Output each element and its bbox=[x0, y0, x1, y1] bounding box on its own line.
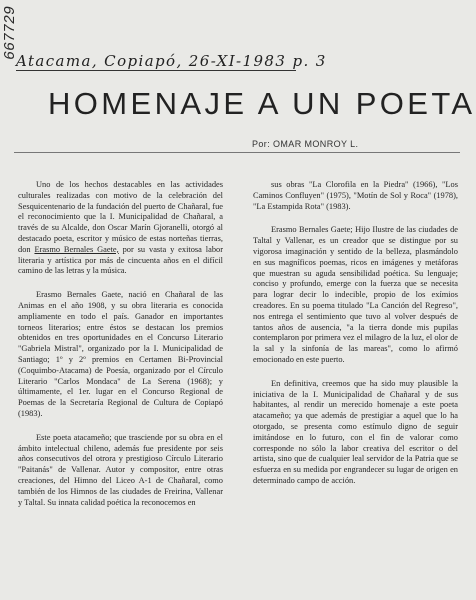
paragraph: sus obras "La Clorofila en la Piedra" (1966), "Los Caminos Confluyen" (1975), "Motín de Sol y Roca" (1978), "La Estampida Rota" (1983). bbox=[253, 180, 458, 211]
header-rule bbox=[14, 152, 460, 153]
paragraph: Erasmo Bernales Gaete; Hijo Ilustre de las ciudades de Taltal y Vallenar, es un creador que se distingue por su vigorosa imaginación y sentido de la belleza, plasmándolo en sus magníficos poemas, ricos en imágenes y metáforas que muestran su aguda sensibilidad poética. Su lenguaje; conciso y profundo, emerge con la fuerza que se necesita para lograr decir lo indecible, propio de los exímios creadores. En su poema titulado "La Canción del Regreso", nos entrega el sentimiento que tuvo al volver después de tantos años de ausencia, "a la tierra donde mis pupilas contemplaron por primera vez el milagro de la luz, el olor de la sal y la sinfonía de las mareas", como lo afirmó emocionado en este puerto. bbox=[253, 225, 458, 364]
handwritten-source-note: Atacama, Copiapó, 26-XI-1983 p. 3 bbox=[16, 52, 327, 70]
paragraph bbox=[18, 180, 223, 277]
handwritten-underline bbox=[16, 70, 296, 71]
underlined-name: Erasmo Bernales Gaete, bbox=[34, 244, 119, 254]
paragraph: En definitiva, creemos que ha sido muy plausible la iniciativa de la I. Municipalidad de Chañaral y de sus habitantes, al rendir un merecido homenaje a este poeta atacameño; ya que además de prestigiar a aquel que lo ha otorgado, se presenta como estímulo digno de seguir imitándose en lo futuro, con el fin de valorar como corresponde no sólo la labor creativa del escritor o del artista, sino que de cualquier leal servidor de la Patria que se esfuerza en su medida por engrandecer su lugar de origen en determinado campo de acción. bbox=[253, 378, 458, 485]
paragraph-text: Uno de los hechos destacables en las actividades culturales realizadas con motivo de la celebración del Sesquicentenario de la fundación del puerto de Chañaral, fue el reconocimiento que la I. Municipalidad de Chañaral, a través de su Alcalde, don Oscar Marín Gjoranelli, otorgó al destacado poeta, escritor y músico de estas norteñas tierras, don bbox=[18, 180, 223, 254]
archive-id-handwritten: 667729 bbox=[2, 6, 19, 61]
paragraph: Este poeta atacameño; que trasciende por su obra en el ámbito intelectual chileno, además fue presidente por seis años consecutivos del otrora y prestigioso Círculo Literario "Paitanás" de Vallenar. Autor y compositor, entre otras creaciones, del Himno del Liceo A-1 de Chañaral, como también de los Himnos de las ciudades de Freirina, Vallenar y Taltal. Su innata calidad poética la reconocemos en bbox=[18, 432, 223, 507]
paragraph: Erasmo Bernales Gaete, nació en Chañaral de las Animas en el año 1908, y su obra literaria es conocida ampliamente en todo el país. Ganador en importantes torneos literarios; entre éstos se destacan los premios obtenidos en tres oportunidades en el Concurso Literario "Gabriela Mistral", organizado por la I. Municipalidad de Santiago; 1º y 2º premios en Certamen Bi-Provincial (Coquimbo-Atacama) de Poesía, organizado por el Círculo Literario "Carlos Mondaca" de La Serena (1968); y últimamente, el 1er. lugar en el Concurso Regional de Poemas de la Secretaría Regional de Cultura de Copiapó (1983). bbox=[18, 290, 223, 418]
article-byline: Por: OMAR MONROY L. bbox=[252, 139, 359, 149]
right-column bbox=[253, 180, 458, 500]
paragraph-text: por su vasta y exitosa labor literaria y artística por más de cincuenta años en el difícil camino de las letras y la música. bbox=[18, 244, 223, 276]
left-column bbox=[18, 180, 223, 521]
article-headline: HOMENAJE A UN POETA bbox=[48, 86, 476, 121]
